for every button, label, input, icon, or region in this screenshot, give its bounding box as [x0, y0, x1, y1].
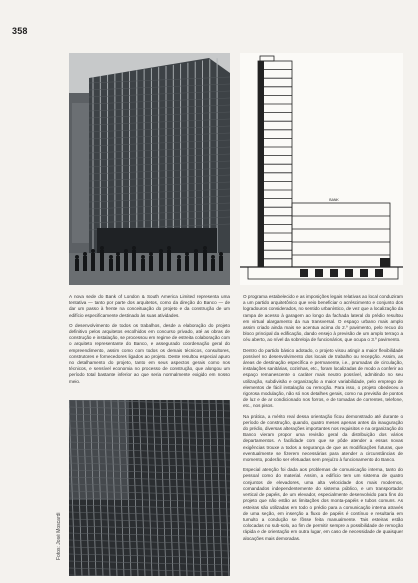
building-section-drawing: [240, 53, 403, 285]
caption-paragraph-2: O desenvolvimento de todos os trabalhos, desde a elaboração do projeto definitivo pelos arquitetos escolhidos em concurso privado, até as obras de construção e instalação, se processou em regime de estreita colaboração com o arquiteto representante do Banco, e assegurado coordenação geral do empreendimento, assim como com todos os demais técnicos, consultores, construtores e fornecedores ligados ao projeto. Deste resultou especial apuro no detalhamento do projeto, tanto em seus aspectos gerais como nos técnicos, e sensível economia no processo de construção, que alongou um período total bastante inferior ao que seria normalmente exigido em nosso meio.: [69, 322, 230, 384]
body-paragraph-2: Dentro do partido básico adotado, o projeto visou atingir a maior flexibilidade possível no desenvolvimento dos locais de trabalho ou recepção. Assim, as áreas de destinação específica e permanente, i.e., prumadas de circulação, instalações sanitárias, cozinhas, etc., foram localizadas de modo a conferir ao espaço remanescente o caráter mais neutro possível, admitindo no seu utilização, subdivisão e organização a maior variabilidade, pelo emprego de elementos de fácil instalação ou remoção. Para isso, o projeto obedeceu a rigorosa modulação, não só nos detalhes gerais, como na previsão de pontos de luz e de ar condicionado nos forros, e de tomadas de correntes, telefone, etc., nos pisos.: [243, 347, 403, 409]
body-paragraph-4: Especial atenção foi dada aos problemas de comunicação interna, tanto do pessoal como do material. Assim, a edifício tem um sistema de quatro conjuntos de elevadores, uma alta velocidade dos mais modernos, comandados independentemente do sistema público, e um transportador vertical de papéis, de um elevador, especialmente desenvolvido para fins do projeto que não estão as limitações dos monta-papéis e tubos comuns. As esteiras são utilizadas em todo o prédio para a comunicação interna através de uma seção, em inserção a fluxo de papéis é contínuo e resultaria em tumulto a condução se fôsse feita manualmente. Tais esteiras estão colocadas no sub-solo, ao fim de permitir sempre a possibilidade de remoção rápida e de orientação em outra lugar, em caso de necessidade de quaisquer alocações mais demoradas.: [243, 467, 403, 541]
building-exterior-photo: [69, 53, 230, 285]
body-paragraph-3: Na prática, a mérito real dessa orientação ficou demonstrado até durante o período de construção, quando, quatro meses apenas antes da inauguração do prédio, diversas alterações importantes nos requisitos e na organização do Banco vieram propor uma revisão geral da distribuição dos vários departamentos. A facilidade com que se pôde atender a essas novas exigências trouxe a todos a segurança de que as modificações futuras, que eventualmente se fizerem necessárias para atender a circunstâncias de momento, poderão ser efetuadas sem prejuízo à funcionamento do Banco.: [243, 413, 403, 463]
caption-paragraph-1: A nova sede do Bank of London & South America Limited representa uma tentativa — tanto por parte dos arquitetos, como da direção do Banco — de dar um passo à frente na conceituação do projeto e da construção de um edifício especificamente destinado às suas atividades.: [69, 294, 230, 318]
right-text-column: [243, 294, 403, 546]
photo-credit: Fotos: José Moscardi: [56, 512, 62, 560]
body-paragraph-1: O programa estabelecido e as imposições legais relativas ao local conduziram a um partido arquitetônico que veio beneficiar o acréscimento e conjunto dos logradouros considerados, no sentido urbanístico, de vez que a localização da rampa de acesso à garagem ao longo da fachada lateral do prédio resultou em virtual alargamento da rua transversal. O espaço urbano mais amplo assim criado ainda mais se acentua acima do 2.º pavimento, pelo recuo do bloco principal da edificação, dando ensejo à previsão de um amplo terraço a céu aberto, ao nível da sobreloja de funcionários, que ocupa o 3.º pavimento.: [243, 294, 403, 343]
page-number: 358: [12, 26, 28, 36]
left-text-column: [69, 294, 230, 389]
drawing-sign-text: BANK: [329, 198, 339, 202]
facade-closeup-photo: [69, 400, 230, 576]
